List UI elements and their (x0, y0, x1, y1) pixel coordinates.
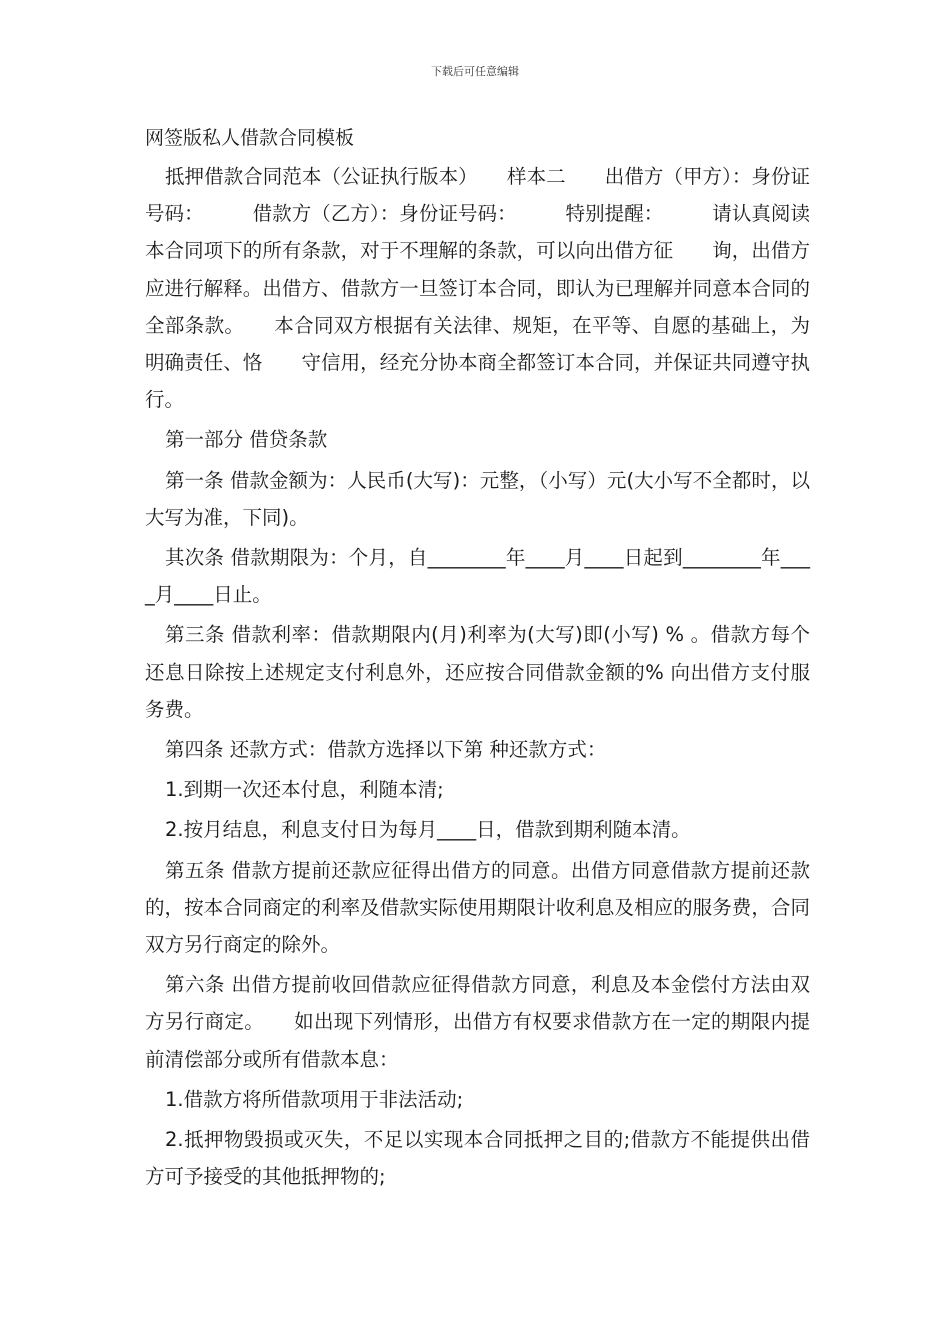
paragraph-article-4-option-1: 1.到期一次还本付息，利随本清; (165, 778, 444, 802)
paragraph-article-3: 第三条 借款利率：借款期限内(月)利率为(大写)即(小写) % 。借款方每个还息日除按上述规定支付利息外，还应按合同借款金额的% 向出借方支付服务费。 (145, 623, 810, 721)
header-note: 下载后可任意编辑 (431, 65, 519, 78)
paragraph-article-2: 其次条 借款期限为：个月，自________年____月____日起到________年____月____日止。 (145, 546, 810, 607)
paragraph-article-4-option-2: 2.按月结息，利息支付日为每月____日，借款到期利随本清。 (165, 818, 691, 842)
paragraph-article-6-item-2: 2.抵押物毁损或灭失，不足以实现本合同抵押之目的;借款方不能提供出借方可予接受的其他抵押物的; (145, 1128, 810, 1189)
paragraph-article-4: 第四条 还款方式：借款方选择以下第 种还款方式： (165, 738, 607, 762)
paragraph-intro: 抵押借款合同范本（公证执行版本） 样本二 出借方（甲方）：身份证号码： 借款方（乙方）：身份证号码： 特别提醒： 请认真阅读本合同项下的所有条款，对于不理解的条款，可以向出借方征 询，出借方应进行解释。出借方、借款方一旦签订本合同，即认为已理解并同意本合同的全部条款。 本合同双方根据有关法律、规矩，在平等、自愿的基础上，为明确责任、恪 守信用，经充分协本商全都签订本合同，并保证共同遵守执行。 (145, 165, 810, 412)
paragraph-article-5: 第五条 借款方提前还款应征得出借方的同意。出借方同意借款方提前还款的，按本合同商定的利率及借款实际使用期限计收利息及相应的服务费，合同双方另行商定的除外。 (145, 858, 810, 957)
paragraph-article-1: 第一条 借款金额为：人民币(大写)：元整，（小写）元(大小写不全都时，以大写为准，下同)。 (145, 468, 810, 529)
paragraph-part-one-heading: 第一部分 借贷条款 (165, 428, 328, 452)
paragraph-article-6-item-1: 1.借款方将所借款项用于非法活动; (165, 1087, 464, 1111)
paragraph-article-6: 第六条 出借方提前收回借款应征得借款方同意，利息及本金偿付方法由双方另行商定。 如出现下列情形，出借方有权要求借款方在一定的期限内提前清偿部分或所有借款本息： (145, 973, 810, 1071)
document-title: 网签版私人借款合同模板 (145, 127, 355, 149)
document-body (145, 158, 810, 1195)
